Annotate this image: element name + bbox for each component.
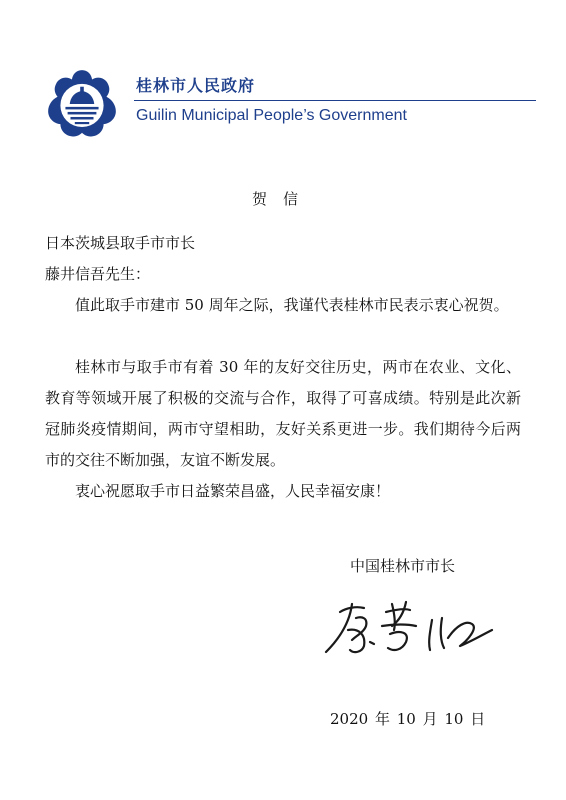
org-name-english: Guilin Municipal People’s Government bbox=[136, 107, 407, 124]
letter-date: 2020 年 10 月 10 日 bbox=[330, 710, 486, 728]
body-paragraph-3: 衷心祝愿取手市日益繁荣昌盛，人民幸福安康！ bbox=[75, 482, 391, 500]
body-paragraph-1: 值此取手市建市 50 周年之际，我谨代表桂林市民表示衷心祝贺。 bbox=[75, 296, 509, 314]
recipient-title: 日本茨城县取手市市长 bbox=[45, 234, 196, 252]
letter-title: 贺信 bbox=[251, 190, 314, 208]
org-name-chinese: 桂林市人民政府 bbox=[136, 76, 256, 95]
city-emblem-icon bbox=[46, 68, 118, 140]
handwritten-signature bbox=[312, 590, 512, 670]
signatory-title: 中国桂林市市长 bbox=[350, 557, 456, 575]
letterhead-divider bbox=[134, 100, 536, 101]
recipient-salutation: 藤井信吾先生： bbox=[45, 265, 151, 283]
body-paragraph-2: 桂林市与取手市有着 30 年的友好交往历史，两市在农业、文化、教育等领域开展了积极的交流与合作，取得了可喜成绩。特别是此次新冠肺炎疫情期间，两市守望相助，友好关系更进一步。我们期待今后两市的交往不断加强，友谊不断发展。 bbox=[45, 358, 521, 469]
